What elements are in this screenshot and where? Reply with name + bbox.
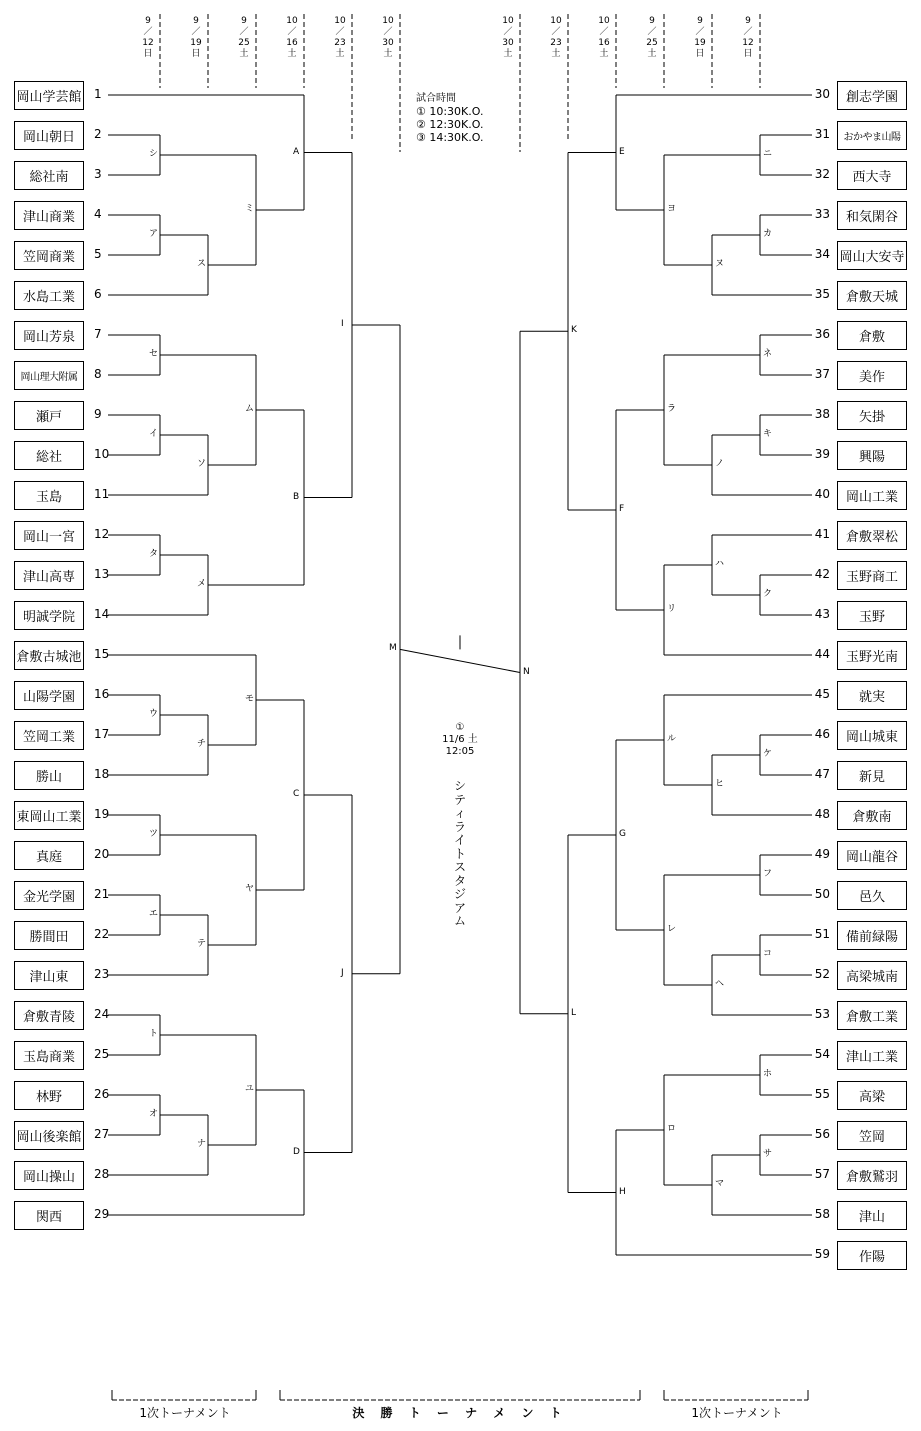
team-box: 岡山大安寺 (837, 241, 907, 270)
seed-number: 8 (94, 367, 102, 381)
match-label: ア (149, 229, 159, 239)
round-date (596, 16, 612, 60)
seed-number: 24 (94, 1007, 110, 1021)
seed-number: 7 (94, 327, 102, 341)
seed-number: 20 (94, 847, 110, 861)
date-weekday: 土 (239, 49, 249, 59)
footer-center-label: 決 勝 ト ー ナ メ ン ト (352, 1406, 568, 1420)
date-weekday: 日 (743, 49, 753, 59)
round-date (140, 16, 156, 60)
team-box: 金光学園 (14, 881, 84, 910)
team-box: 岡山学芸館 (14, 81, 84, 110)
seed-number: 39 (814, 447, 830, 461)
match-label: ヤ (245, 884, 255, 894)
team-box: 邑久 (837, 881, 907, 910)
seed-number: 23 (94, 967, 110, 981)
team-box: 新見 (837, 761, 907, 790)
team-box: 山陽学園 (14, 681, 84, 710)
match-label: オ (149, 1109, 159, 1119)
date-weekday: 土 (383, 49, 393, 59)
date-weekday: 土 (599, 49, 609, 59)
match-label: イ (149, 429, 159, 439)
match-label: タ (149, 549, 159, 559)
team-box: 倉敷鷲羽 (837, 1161, 907, 1190)
team-box: 岡山工業 (837, 481, 907, 510)
date-month: 10 (382, 16, 394, 26)
team-box: 玉野 (837, 601, 907, 630)
match-label: ネ (763, 349, 773, 359)
team-box: 玉島商業 (14, 1041, 84, 1070)
date-weekday: 土 (647, 49, 657, 59)
seed-number: 1 (94, 87, 102, 101)
team-box: 関西 (14, 1201, 84, 1230)
match-label: コ (763, 949, 773, 959)
date-month: 10 (598, 16, 610, 26)
date-slash: ／ (383, 27, 393, 37)
seed-number: 17 (94, 727, 110, 741)
team-box: 玉野光南 (837, 641, 907, 670)
date-slash: ／ (695, 27, 705, 37)
seed-number: 25 (94, 1047, 110, 1061)
team-box: 作陽 (837, 1241, 907, 1270)
round-date (644, 16, 660, 60)
match-label: レ (667, 924, 677, 934)
seed-number: 4 (94, 207, 102, 221)
date-day: 19 (190, 38, 202, 48)
date-slash: ／ (287, 27, 297, 37)
seed-number: 37 (814, 367, 830, 381)
match-label: ツ (149, 829, 159, 839)
team-box: 倉敷翠松 (837, 521, 907, 550)
seed-number: 10 (94, 447, 110, 461)
match-label: ミ (245, 204, 255, 214)
match-label: ホ (763, 1069, 773, 1079)
seed-number: 55 (814, 1087, 830, 1101)
seed-number: 58 (814, 1207, 830, 1221)
match-label: J (341, 967, 344, 978)
round-date (284, 16, 300, 60)
seed-number: 38 (814, 407, 830, 421)
match-label: C (293, 789, 300, 799)
date-day: 25 (238, 38, 250, 48)
match-label: セ (149, 349, 159, 359)
final-venue: シティライトスタジアム (453, 779, 466, 928)
seed-number: 32 (814, 167, 830, 181)
match-label: ニ (763, 149, 773, 159)
seed-number: 26 (94, 1087, 110, 1101)
seed-number: 11 (94, 487, 110, 501)
team-box: 倉敷工業 (837, 1001, 907, 1030)
date-weekday: 土 (551, 49, 561, 59)
team-box: 和気閑谷 (837, 201, 907, 230)
team-box: 美作 (837, 361, 907, 390)
match-label: リ (667, 604, 677, 614)
date-day: 30 (502, 38, 514, 48)
match-label: ナ (197, 1139, 207, 1149)
team-box: 東岡山工業 (14, 801, 84, 830)
seed-number: 57 (814, 1167, 830, 1181)
seed-number: 14 (94, 607, 110, 621)
round-date (500, 16, 516, 60)
date-month: 9 (697, 16, 703, 26)
team-box: 岡山後楽館 (14, 1121, 84, 1150)
team-box: 備前緑陽 (837, 921, 907, 950)
round-date (548, 16, 564, 60)
date-weekday: 日 (143, 49, 153, 59)
seed-number: 31 (814, 127, 830, 141)
seed-number: 40 (814, 487, 830, 501)
team-box: おかやま山陽 (837, 121, 907, 150)
match-times (416, 92, 483, 144)
date-slash: ／ (647, 27, 657, 37)
match-label: ヒ (715, 779, 725, 789)
match-label: ヘ (715, 979, 725, 989)
match-time-1: ① 10:30K.O. (416, 105, 484, 118)
team-box: 高梁城南 (837, 961, 907, 990)
team-box: 倉敷 (837, 321, 907, 350)
seed-number: 56 (814, 1127, 830, 1141)
match-label: ラ (667, 404, 677, 414)
final-time: 12:05 (445, 746, 475, 757)
team-box: 笠岡商業 (14, 241, 84, 270)
seed-number: 6 (94, 287, 102, 301)
team-box: 水島工業 (14, 281, 84, 310)
match-label: N (523, 666, 530, 677)
team-box: 岡山龍谷 (837, 841, 907, 870)
seed-number: 12 (94, 527, 110, 541)
seed-number: 49 (814, 847, 830, 861)
match-label: ヌ (715, 259, 725, 269)
match-label: フ (763, 869, 773, 879)
seed-number: 42 (814, 567, 830, 581)
round-date (380, 16, 396, 60)
team-box: 興陽 (837, 441, 907, 470)
team-box: 岡山理大附属 (14, 361, 84, 390)
team-box: 西大寺 (837, 161, 907, 190)
team-box: 勝山 (14, 761, 84, 790)
team-box: 玉野商工 (837, 561, 907, 590)
seed-number: 21 (94, 887, 110, 901)
match-label: ル (667, 734, 677, 744)
date-day: 23 (334, 38, 346, 48)
seed-number: 29 (94, 1207, 110, 1221)
team-box: 笠岡工業 (14, 721, 84, 750)
seed-number: 13 (94, 567, 110, 581)
match-label: K (571, 325, 577, 336)
match-label: ケ (763, 749, 773, 759)
seed-number: 36 (814, 327, 830, 341)
round-date (188, 16, 204, 60)
seed-number: 33 (814, 207, 830, 221)
seed-number: 27 (94, 1127, 110, 1141)
final-line (400, 649, 520, 672)
team-box: 津山 (837, 1201, 907, 1230)
date-slash: ／ (335, 27, 345, 37)
match-label: ハ (715, 559, 725, 569)
match-label: テ (197, 939, 207, 949)
match-label: ト (149, 1029, 159, 1039)
round-date (332, 16, 348, 60)
seed-number: 44 (814, 647, 830, 661)
date-slash: ／ (503, 27, 513, 37)
match-label: ム (245, 404, 255, 414)
team-box: 矢掛 (837, 401, 907, 430)
date-slash: ／ (191, 27, 201, 37)
seed-number: 46 (814, 727, 830, 741)
seed-number: 28 (94, 1167, 110, 1181)
team-box: 総社南 (14, 161, 84, 190)
team-box: 岡山芳泉 (14, 321, 84, 350)
footer-right-label: 1次トーナメント (691, 1406, 783, 1420)
seed-number: 41 (814, 527, 830, 541)
team-box: 岡山一宮 (14, 521, 84, 550)
team-box: 笠岡 (837, 1121, 907, 1150)
seed-number: 2 (94, 127, 102, 141)
date-month: 9 (241, 16, 247, 26)
final-time-mark: ① (455, 722, 465, 733)
seed-number: 34 (814, 247, 830, 261)
seed-number: 15 (94, 647, 110, 661)
seed-number: 19 (94, 807, 110, 821)
match-label: ヨ (667, 204, 677, 214)
team-box: 瀬戸 (14, 401, 84, 430)
match-label: ロ (667, 1124, 677, 1134)
match-label: ス (197, 259, 207, 269)
match-label: G (619, 829, 626, 839)
final-date: 11/6 土 (442, 734, 478, 745)
round-date (236, 16, 252, 60)
date-month: 9 (745, 16, 751, 26)
match-label: E (619, 146, 625, 157)
date-month: 9 (649, 16, 655, 26)
team-box: 勝間田 (14, 921, 84, 950)
date-slash: ／ (143, 27, 153, 37)
date-month: 9 (193, 16, 199, 26)
final-match-info (420, 722, 500, 758)
match-label: ノ (715, 459, 725, 469)
seed-number: 53 (814, 1007, 830, 1021)
date-month: 10 (334, 16, 346, 26)
team-box: 津山東 (14, 961, 84, 990)
match-label: キ (763, 429, 773, 439)
match-label: ク (763, 589, 773, 599)
date-day: 12 (742, 38, 754, 48)
match-label: ソ (197, 459, 207, 469)
team-box: 津山工業 (837, 1041, 907, 1070)
date-day: 23 (550, 38, 562, 48)
date-month: 10 (550, 16, 562, 26)
date-slash: ／ (239, 27, 249, 37)
date-slash: ／ (599, 27, 609, 37)
team-box: 高梁 (837, 1081, 907, 1110)
seed-number: 3 (94, 167, 102, 181)
match-times-title: 試合時間 (416, 93, 456, 104)
match-label: モ (245, 694, 255, 704)
match-label: サ (763, 1149, 773, 1159)
team-box: 岡山操山 (14, 1161, 84, 1190)
match-time-3: ③ 14:30K.O. (416, 131, 484, 144)
date-weekday: 土 (503, 49, 513, 59)
match-label: D (293, 1146, 300, 1157)
date-weekday: 土 (287, 49, 297, 59)
date-day: 25 (646, 38, 658, 48)
team-box: 総社 (14, 441, 84, 470)
date-day: 16 (598, 38, 610, 48)
team-box: 玉島 (14, 481, 84, 510)
match-label: L (571, 1007, 577, 1018)
seed-number: 48 (814, 807, 830, 821)
date-day: 19 (694, 38, 706, 48)
match-label: ウ (149, 709, 159, 719)
seed-number: 51 (814, 927, 830, 941)
footer-left-label: 1次トーナメント (139, 1406, 231, 1420)
seed-number: 45 (814, 687, 830, 701)
seed-number: 35 (814, 287, 830, 301)
team-box: 明誠学院 (14, 601, 84, 630)
date-slash: ／ (551, 27, 561, 37)
seed-number: 22 (94, 927, 110, 941)
match-label: I (341, 319, 344, 329)
date-slash: ／ (743, 27, 753, 37)
round-date (692, 16, 708, 60)
seed-number: 43 (814, 607, 830, 621)
match-label: マ (715, 1179, 725, 1189)
seed-number: 16 (94, 687, 110, 701)
team-box: 林野 (14, 1081, 84, 1110)
seed-number: 52 (814, 967, 830, 981)
seed-number: 18 (94, 767, 110, 781)
match-label: F (619, 504, 625, 514)
match-label: ユ (245, 1084, 255, 1094)
match-time-2: ② 12:30K.O. (416, 118, 484, 131)
team-box: 岡山朝日 (14, 121, 84, 150)
round-date (740, 16, 756, 60)
date-weekday: 日 (695, 49, 705, 59)
match-label: メ (197, 579, 207, 589)
team-box: 津山高専 (14, 561, 84, 590)
date-month: 10 (502, 16, 514, 26)
team-box: 津山商業 (14, 201, 84, 230)
match-label: シ (149, 149, 159, 159)
seed-number: 5 (94, 247, 102, 261)
team-box: 岡山城東 (837, 721, 907, 750)
seed-number: 9 (94, 407, 102, 421)
match-label: A (293, 146, 300, 157)
seed-number: 59 (814, 1247, 830, 1261)
team-box: 真庭 (14, 841, 84, 870)
date-weekday: 土 (335, 49, 345, 59)
match-label: B (293, 491, 300, 502)
match-label: チ (197, 739, 207, 749)
seed-number: 54 (814, 1047, 830, 1061)
date-month: 10 (286, 16, 298, 26)
date-day: 16 (286, 38, 298, 48)
seed-number: 47 (814, 767, 830, 781)
team-box: 倉敷古城池 (14, 641, 84, 670)
match-label: M (389, 643, 397, 654)
seed-number: 50 (814, 887, 830, 901)
team-box: 倉敷天城 (837, 281, 907, 310)
team-box: 就実 (837, 681, 907, 710)
team-box: 創志学園 (837, 81, 907, 110)
date-month: 9 (145, 16, 151, 26)
seed-number: 30 (814, 87, 830, 101)
match-label: エ (149, 909, 159, 919)
date-day: 30 (382, 38, 394, 48)
team-box: 倉敷青陵 (14, 1001, 84, 1030)
date-day: 12 (142, 38, 154, 48)
match-label: カ (763, 229, 773, 239)
date-weekday: 日 (191, 49, 201, 59)
match-label: H (619, 1186, 626, 1197)
team-box: 倉敷南 (837, 801, 907, 830)
